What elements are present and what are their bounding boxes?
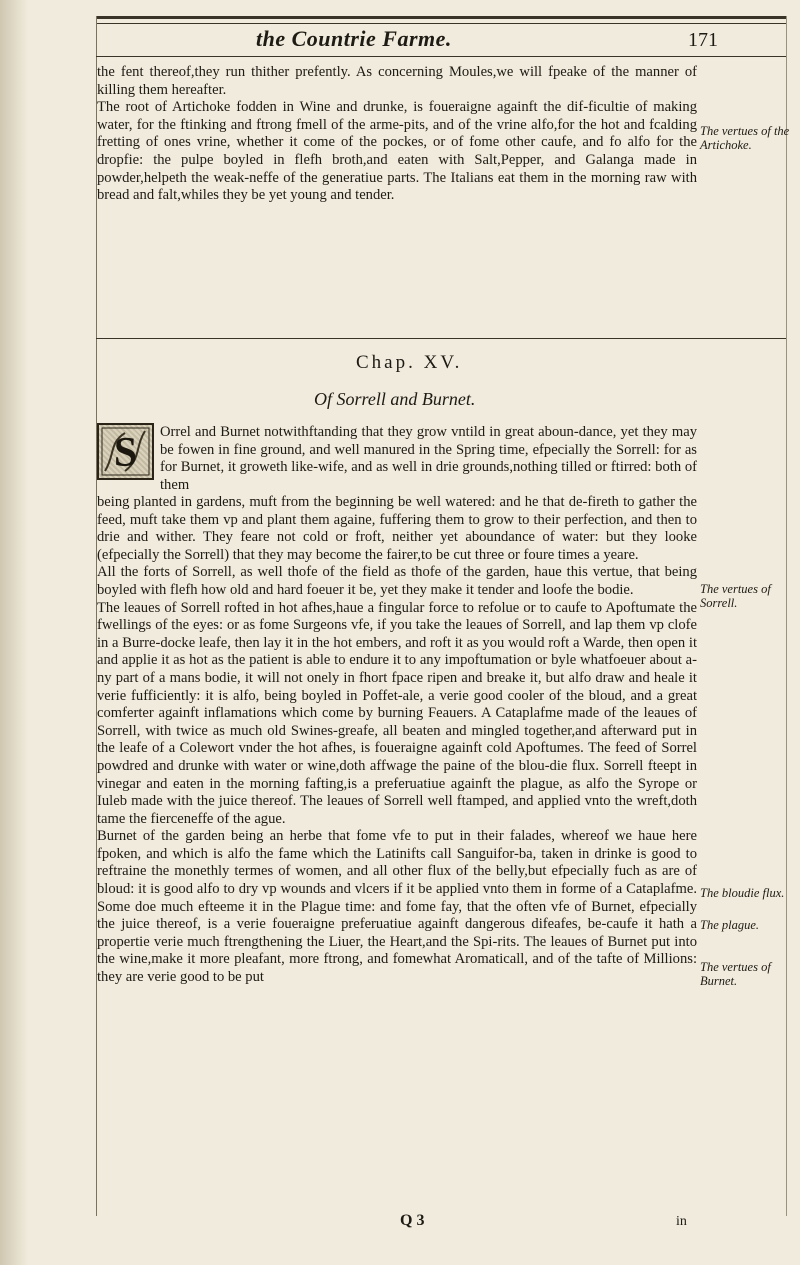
margin-note-burnet: The vertues of Burnet. bbox=[700, 960, 771, 988]
paragraph-artichoke: The root of Artichoke fodden in Wine and drunke, is foueraigne againft the dif-ficultie of making water, for the ftinking and ftrong fmell of the arme-pits, and of the vrine alfo,for the hot and fcalding fretting of ones vrine, whether it come of the pockes, or of fome other caufe, and fo alfo for the dropfie: the pulpe boyled in flefh broth,and eaten with Salt,Pepper, and Galanga made in powder,helpeth the weak-neffe of the generatiue parts. The Italians eat them in the morning raw with bread and falt,whiles they be yet young and tender. bbox=[97, 99, 697, 204]
top-rule-thin bbox=[96, 23, 786, 24]
page-number: 171 bbox=[688, 29, 718, 51]
chapter-number: Chap. XV. bbox=[356, 352, 463, 373]
margin-note-bloudie-flux: The bloudie flux. bbox=[700, 886, 785, 900]
dropcap-letter: S bbox=[113, 430, 138, 476]
body-section bbox=[97, 494, 697, 987]
running-head: the Countrie Farme. bbox=[256, 26, 452, 51]
margin-note-plague: The plague. bbox=[700, 918, 760, 932]
top-section bbox=[97, 64, 697, 205]
frame-right bbox=[786, 16, 787, 1216]
signature-mark: Q 3 bbox=[400, 1212, 425, 1229]
decorated-initial bbox=[97, 423, 154, 480]
paragraph-sorrell-vertue: All the forts of Sorrell, as well thofe of the field as thofe of the garden, haue this vertue, that being boyled with flefh how old and hard foeuer it be, yet they make it tender and loofe the bodie. bbox=[97, 564, 697, 598]
chapter-title: Of Sorrell and Burnet. bbox=[314, 389, 476, 409]
catchword: in bbox=[676, 1214, 687, 1229]
paragraph-sorrell-intro: Orrel and Burnet notwithftanding that they grow vntild in great aboun-dance, yet they may be fowen in fine ground, and well manured in the Spring time, efpecially the Sorrell: for as for Burnet, it groweth like-wife, and as well in drie grounds,nothing tilled or ftirred: both of them bbox=[160, 424, 697, 493]
header-rule bbox=[96, 56, 786, 57]
paragraph-sorrell-leaues: The leaues of Sorrell rofted in hot afhes,haue a fingular force to refolue or to caufe to Apoftumate the fwellings of the eyes: or as fome Surgeons vfe, if you take the leaues of Sorrell, and lap them vp clofe in a Burre-docke leafe, then lay it in the hot embers, and roft it as you would roft a Warde, then open it and applie it as hot as the patient is able to endure it to any impoftumation or byle whatfoeuer about a-ny part of a mans bodie, it will not onely in fhort fpace ripen and breake it, but alfo draw and heale it verie fufficiently: it is alfo, being boyled in Poffet-ale, a verie good cooler of the bloud, and a great comferter againft inflamations which come by burning Feauers. A Cataplafme made of the leaues of Sorrell, with twice as much old Swines-greafe, all beaten and mingled together,and afterward put in the leafe of a Colewort vnder the hot afhes, is foueraigne againft cold Apoftumes. The feed of Sorrel powdred and drunke with water or wine,doth affwage the paine of the blou-die flux. Sorrell fteept in vinegar and eaten in the morning fafting,is a preferuatiue againft the plague, as alfo the Syrope or Iuleb made with the juice thereof. The leaues of Sorrell well ftamped, and applied vnto the wreft,doth tame the fierceneffe of the ague. bbox=[97, 599, 697, 827]
page-gutter-shadow bbox=[0, 0, 28, 1265]
paragraph-burnet: Burnet of the garden being an herbe that fome vfe to put in their falades, whereof we haue here fpoken, and which is alfo the fame which the Latinifts call Sanguifor-ba, taken in drinke is good to reftraine the monethly termes of women, and all other flux of the belly,but efpecially fuch as are of bloud: it is good alfo to dry vp wounds and vlcers if it be applied vnto them in forme of a Cataplafme. Some doe much efteeme it in the Plague time: and fome fay, that the often vfe of Burnet, efpecially the juice thereof, is a verie foueraigne preferuatiue againft dangerous difeafes, be-caufe it hath a propertie verie much ftrengthening the Liuer, the Heart,and the Spi-rits. The leaues of Burnet put into the wine,make it more pleafant, more ftrong, and fomewhat Aromaticall, and of the tafte of Millions: they are verie good to be put bbox=[97, 828, 697, 986]
margin-note-sorrell: The vertues of Sorrell. bbox=[700, 582, 771, 610]
paragraph-sorrell-planting: being planted in gardens, muft from the beginning be well watered: and he that de-fireth to gather the feed, muft take them vp and plant them againe, fuffering them to grow to their perfection, and then to drie and wither. They feare not cold or froft, neither yet aboundance of water: but they looke (efpecially the Sorrell) that they may become the fairer,to be cut three or foure times a yeare. bbox=[97, 494, 697, 563]
top-rule bbox=[96, 16, 786, 19]
paragraph-moules: the fent thereof,they run thither prefently. As concerning Moules,we will fpeake of the manner of killing them hereafter. bbox=[97, 64, 697, 98]
margin-note-artichoke: The vertues of the Artichoke. bbox=[700, 124, 790, 152]
section-rule bbox=[96, 338, 786, 339]
